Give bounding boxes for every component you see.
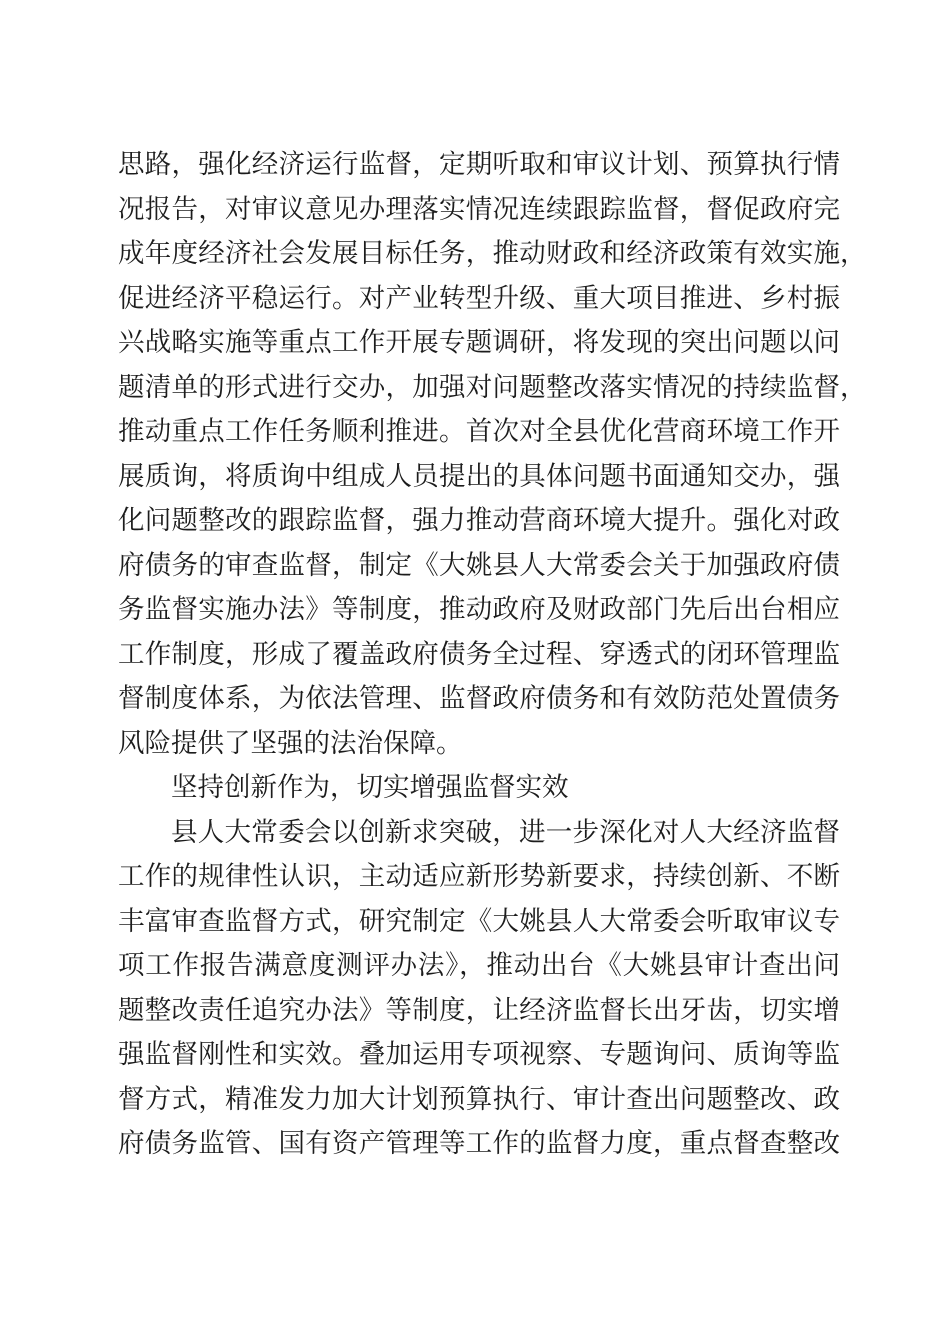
text-line: 项工作报告满意度测评办法》，推动出台《大姚县审计查出问 — [118, 950, 840, 980]
hanging-punctuation: ， — [840, 371, 867, 402]
paragraph-economic-supervision — [118, 142, 867, 765]
text-line: 兴战略实施等重点工作开展专题调研，将发现的突出问题以问 — [118, 327, 840, 357]
line-text: 成年度经济社会发展目标任务，推动财政和经济政策有效实施 — [118, 238, 840, 268]
text-line: 风险提供了坚强的法治保障。 — [118, 727, 463, 758]
section-heading: 坚持创新作为，切实增强监督实效 — [171, 772, 569, 802]
text-line: 强监督刚性和实效。叠加运用专项视察、专题询问、质询等监 — [118, 1039, 840, 1069]
text-line — [118, 365, 867, 410]
text-line: 化问题整改的跟踪监督，强力推动营商环境大提升。强化对政 — [118, 505, 840, 535]
text-line: 工作制度，形成了覆盖政府债务全过程、穿透式的闭环管理监 — [118, 638, 840, 669]
text-line: 丰富审查监督方式，研究制定《大姚县人大常委会听取审议专 — [118, 905, 840, 936]
text-line: 题整改责任追究办法》等制度，让经济监督长出牙齿，切实增 — [118, 994, 840, 1025]
document-body — [118, 142, 867, 1166]
text-line: 工作的规律性认识，主动适应新形势新要求，持续创新、不断 — [118, 861, 840, 891]
line-text: 题清单的形式进行交办，加强对问题整改落实情况的持续监督 — [118, 371, 840, 402]
text-line: 府债务监管、国有资产管理等工作的监督力度，重点督查整改 — [118, 1128, 840, 1158]
text-line: 督制度体系，为依法管理、监督政府债务和有效防范处置债务 — [118, 683, 840, 713]
text-line: 思路，强化经济运行监督，定期听取和审议计划、预算执行情 — [118, 149, 840, 179]
paragraph-innovation — [118, 810, 840, 1166]
text-line: 督方式，精准发力加大计划预算执行、审计查出问题整改、政 — [118, 1083, 840, 1114]
text-line: 府债务的审查监督，制定《大姚县人大常委会关于加强政府债 — [118, 549, 840, 580]
section-heading-innovation — [118, 765, 840, 810]
text-line: 促进经济平稳运行。对产业转型升级、重大项目推进、乡村振 — [118, 282, 840, 313]
hanging-punctuation: ， — [840, 238, 867, 268]
text-line: 况报告，对审议意见办理落实情况连续跟踪监督，督促政府完 — [118, 193, 840, 224]
text-line: 展质询，将质询中组成人员提出的具体问题书面通知交办，强 — [118, 460, 840, 491]
text-line: 务监督实施办法》等制度，推动政府及财政部门先后出台相应 — [118, 594, 840, 624]
text-line: 推动重点工作任务顺利推进。首次对全县优化营商环境工作开 — [118, 416, 840, 446]
text-line: 县人大常委会以创新求突破，进一步深化对人大经济监督 — [171, 816, 840, 847]
text-line — [118, 231, 867, 276]
